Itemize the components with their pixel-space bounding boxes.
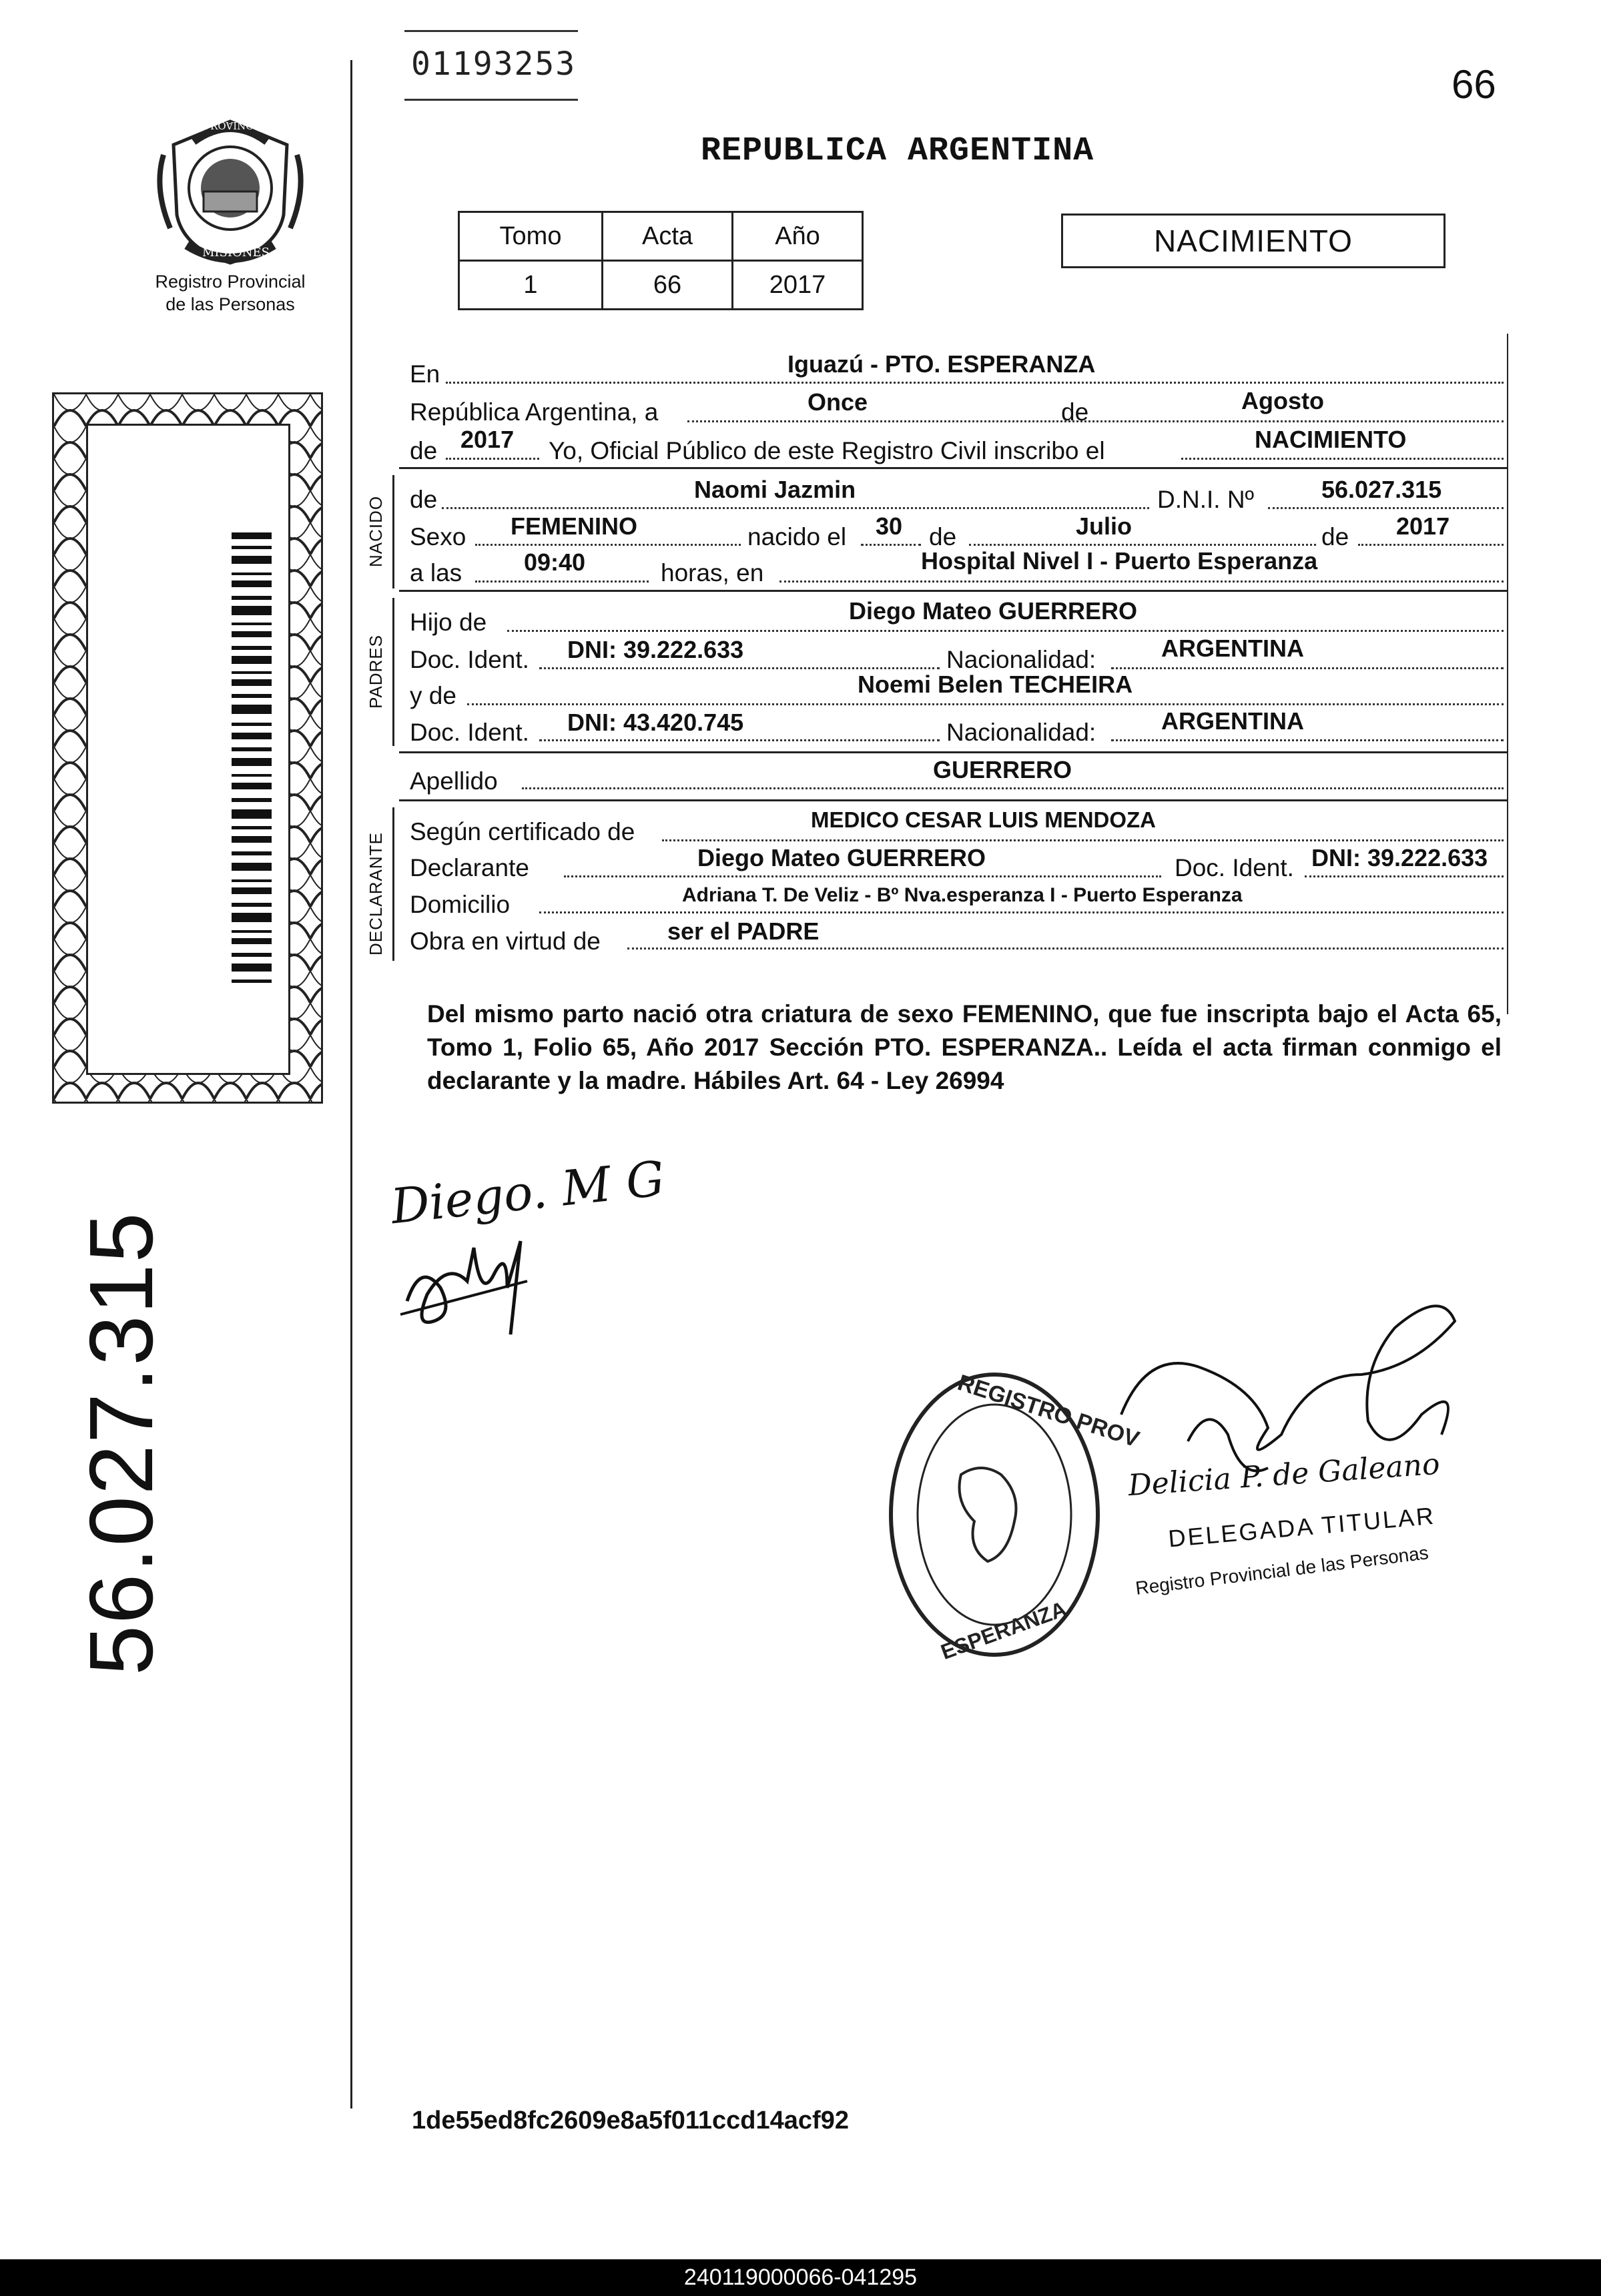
- birthyear-dotline: [1358, 544, 1504, 546]
- birth-month: Julio: [1076, 512, 1133, 540]
- mother-nationality: ARGENTINA: [1161, 707, 1304, 735]
- record-table-header: [459, 212, 863, 261]
- father-nat-label: Nacionalidad:: [946, 646, 1096, 673]
- record-table-values: [459, 261, 863, 310]
- father-name: Diego Mateo GUERRERO: [849, 597, 1138, 625]
- month-value: Agosto: [1241, 387, 1324, 414]
- sexo-label: Sexo: [410, 523, 466, 550]
- left-margin-rule: [350, 60, 352, 2109]
- note-paragraph: Del mismo parto nació otra criatura de sexo FEMENINO, que fue inscripta bajo el Acta 65, Tomo 1, Folio 65, Año 2017 Sección PTO. ESPERANZA.. Leída el acta firman conmigo el declarante y la madre. Hábiles Art. 64 - Ley 26994: [427, 1000, 1502, 1094]
- serial-number: 01193253: [411, 45, 577, 83]
- mother-nat-dotline: [1111, 739, 1504, 741]
- birthday-dotline: [861, 544, 921, 546]
- en-value: Iguazú - PTO. ESPERANZA: [787, 350, 1096, 378]
- padres-bar: [392, 598, 394, 746]
- handwritten-signature-text: Diego. M G: [388, 1150, 667, 1235]
- dni-label: D.N.I. Nº: [1157, 486, 1255, 513]
- inscribe-value: NACIMIENTO: [1255, 426, 1407, 453]
- round-seal-icon: [881, 1361, 1143, 1668]
- nacido-el-label: nacido el: [747, 523, 847, 550]
- seal-text-top: PROVINCIA DE: [204, 120, 284, 132]
- obra-label: Obra en virtud de: [410, 927, 601, 955]
- apellido-value: GUERRERO: [933, 756, 1072, 783]
- mother-nat-label: Nacionalidad:: [946, 719, 1096, 746]
- obra-value: ser el PADRE: [667, 917, 820, 945]
- mother-doc-dotline: [539, 739, 940, 741]
- de-label: de: [1061, 398, 1089, 426]
- barcode-icon: [88, 426, 288, 1073]
- header-tomo: Tomo: [459, 212, 603, 261]
- mother-doc-label: Doc. Ident.: [410, 719, 529, 746]
- inscribe-dotline: [1181, 458, 1504, 460]
- decl-doc-label: Doc. Ident.: [1175, 854, 1294, 881]
- hijo-de-label: Hijo de: [410, 609, 487, 636]
- value-anio: 2017: [733, 261, 863, 310]
- declarante-section-label: DECLARANTE: [366, 832, 386, 955]
- stamp-title: DELEGADA TITULAR: [1167, 1501, 1437, 1553]
- domicilio-label: Domicilio: [410, 891, 511, 918]
- alas-label: a las: [410, 559, 462, 587]
- round-seal-top-text: REGISTRO PROV: [954, 1369, 1143, 1453]
- header-acta: Acta: [603, 212, 733, 261]
- dni-dotline: [1268, 507, 1504, 509]
- nacido-section-label: NACIDO: [366, 495, 386, 567]
- declarante-bar: [392, 807, 394, 961]
- barcode-panel: [52, 392, 323, 1675]
- registry-caption-line2: de las Personas: [166, 294, 295, 314]
- father-dotline: [507, 630, 1504, 632]
- registry-caption: [133, 270, 327, 316]
- footer-code: 240119000066-041295: [683, 2265, 918, 2290]
- cert-label: Según certificado de: [410, 818, 635, 845]
- padres-section-label: PADRES: [366, 635, 386, 709]
- domicilio-value: Adriana T. De Veliz - Bº Nva.esperanza I - Puerto Esperanza: [682, 884, 1243, 906]
- section-divider-4: [399, 799, 1507, 801]
- year-value: 2017: [460, 426, 515, 453]
- birthmonth-dotline: [969, 544, 1316, 546]
- signature-scribble-icon: [394, 1221, 567, 1341]
- en-label: En: [410, 360, 440, 388]
- value-acta: 66: [603, 261, 733, 310]
- birth-place: Hospital Nivel I - Puerto Esperanza: [921, 547, 1318, 575]
- country-title: REPUBLICA ARGENTINA: [701, 132, 1094, 170]
- father-doc: DNI: 39.222.633: [567, 636, 744, 663]
- year-dotline: [446, 458, 539, 460]
- round-seal-bottom-text: ESPERANZA: [937, 1596, 1070, 1664]
- obra-dotline: [627, 947, 1504, 949]
- stamp-org: Registro Provincial de las Personas: [1134, 1542, 1430, 1599]
- place-dotline: [779, 581, 1504, 583]
- father-nationality: ARGENTINA: [1161, 635, 1304, 662]
- decl-doc-value: DNI: 39.222.633: [1311, 844, 1488, 871]
- sexo-value: FEMENINO: [511, 512, 638, 540]
- day-value: Once: [808, 388, 868, 416]
- birth-time: 09:40: [524, 548, 586, 576]
- mother-dotline: [467, 703, 1504, 705]
- nacido-de-label: de: [410, 486, 438, 513]
- father-doc-label: Doc. Ident.: [410, 646, 529, 673]
- side-id-number: 56.027.315: [71, 1211, 172, 1675]
- registry-caption-line1: Registro Provincial: [155, 272, 306, 292]
- date-dotline: [687, 420, 1504, 422]
- stamp-name: Delicia P. de Galeano: [1127, 1447, 1442, 1503]
- right-margin-rule: [1507, 334, 1508, 1014]
- oficial-text: Yo, Oficial Público de este Registro Civil inscribo el: [549, 437, 1105, 464]
- record-type-box: NACIMIENTO: [1061, 214, 1446, 268]
- child-dni: 56.027.315: [1321, 476, 1442, 503]
- father-doc-dotline: [539, 667, 940, 669]
- nacido-bar: [392, 475, 394, 589]
- birth-day: 30: [876, 512, 903, 540]
- declarante-value: Diego Mateo GUERRERO: [697, 844, 986, 871]
- apellido-label: Apellido: [410, 767, 498, 795]
- section-divider-3: [399, 751, 1507, 753]
- horas-label: horas, en: [661, 559, 764, 587]
- sexo-dotline: [475, 544, 741, 546]
- birth-de-label: de: [929, 523, 957, 550]
- y-de-label: y de: [410, 682, 456, 709]
- father-nat-dotline: [1111, 667, 1504, 669]
- de2-label: de: [410, 437, 438, 464]
- value-tomo: 1: [459, 261, 603, 310]
- section-divider-2: [399, 590, 1507, 592]
- en-dotline: [446, 382, 1504, 384]
- decl-doc-dotline: [1305, 875, 1504, 877]
- declarante-dotline: [564, 875, 1161, 877]
- document-hash: 1de55ed8fc2609e8a5f011ccd14acf92: [412, 2107, 849, 2135]
- birth-year: 2017: [1396, 512, 1450, 540]
- declarante-label: Declarante: [410, 854, 529, 881]
- republica-label: República Argentina, a: [410, 398, 659, 426]
- header-anio: Año: [733, 212, 863, 261]
- apellido-dotline: [522, 787, 1504, 789]
- record-table: [458, 211, 864, 310]
- mother-doc: DNI: 43.420.745: [567, 709, 744, 736]
- cert-dotline: [662, 839, 1504, 841]
- section-divider-1: [399, 467, 1507, 469]
- birth-de2-label: de: [1321, 523, 1349, 550]
- page-number: 66: [1452, 62, 1496, 107]
- domicilio-dotline: [539, 911, 1504, 913]
- footer-bar: [0, 2259, 1601, 2296]
- registry-seal: [150, 115, 310, 268]
- mother-name: Noemi Belen TECHEIRA: [858, 671, 1133, 698]
- serial-number-box: [404, 30, 578, 101]
- name-dotline: [442, 507, 1149, 509]
- child-name: Naomi Jazmin: [694, 476, 856, 503]
- cert-value: MEDICO CESAR LUIS MENDOZA: [811, 807, 1157, 832]
- time-dotline: [475, 581, 649, 583]
- barcode-inner: [86, 424, 290, 1075]
- seal-text-bottom: MISIONES: [202, 246, 270, 260]
